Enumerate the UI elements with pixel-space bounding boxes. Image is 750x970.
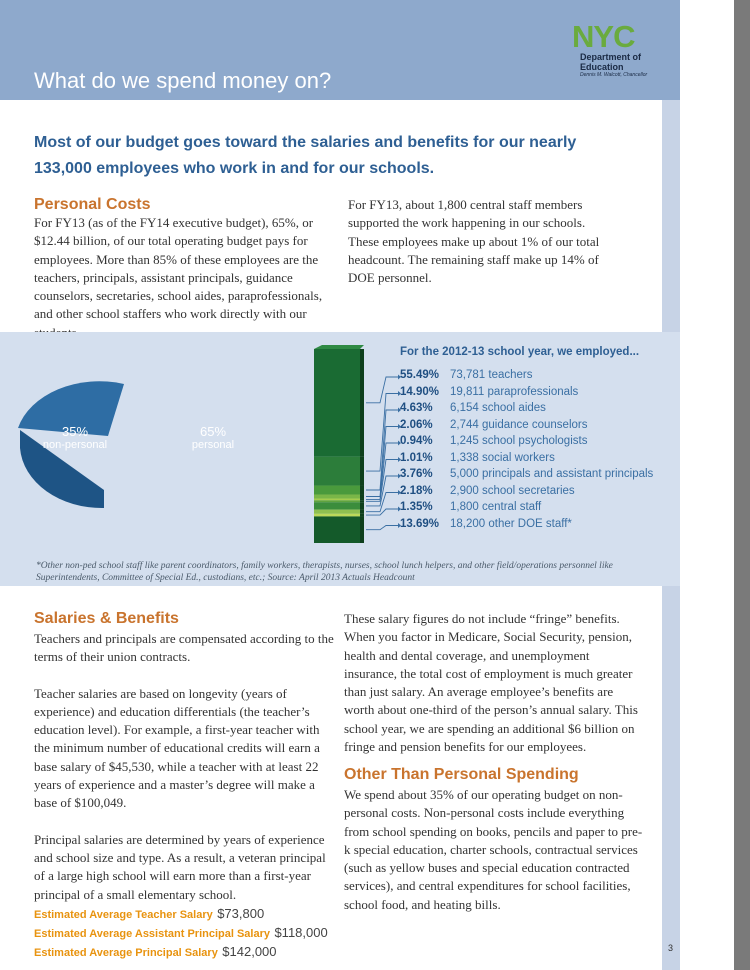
employee-role: social workers bbox=[481, 451, 555, 464]
employee-count: 1,338 bbox=[450, 451, 479, 464]
employee-role: school secretaries bbox=[481, 484, 575, 497]
pie-label-personal-text: personal bbox=[191, 439, 235, 451]
pie-label-nonpersonal bbox=[40, 424, 110, 451]
salaries-left-column bbox=[34, 630, 334, 922]
employee-pct: 0.94% bbox=[400, 435, 433, 447]
bar-segment-side bbox=[360, 516, 364, 543]
pie-label-nonpersonal-pct: 35% bbox=[61, 424, 89, 439]
salaries-heading: Salaries & Benefits bbox=[34, 610, 179, 627]
bar-top-cap bbox=[314, 345, 364, 349]
employee-count: 5,000 bbox=[450, 468, 479, 480]
employee-count: 6,154 bbox=[450, 402, 479, 414]
employee-count: 2,744 bbox=[450, 418, 479, 431]
bar-segment-central-staff bbox=[314, 514, 360, 517]
pie-label-personal bbox=[178, 424, 248, 451]
nyc-doe-logo bbox=[572, 19, 662, 100]
list-item bbox=[400, 468, 680, 485]
employee-pct: 13.69% bbox=[400, 517, 440, 530]
estimate-value: $142,000 bbox=[222, 944, 277, 959]
personal-costs-right-text: For FY13, about 1,800 central staff members supported the work happening in our schools. These employees make up about 1% of our total headcount. The remaining staff make up 14% of DOE personnel. bbox=[348, 197, 600, 286]
employee-count: 2,900 bbox=[450, 484, 479, 497]
logo-chancellor: Dennis M. Walcott, Chancellor bbox=[580, 72, 648, 78]
employee-count: 1,800 bbox=[450, 501, 479, 513]
employee-role: teachers bbox=[488, 369, 533, 381]
employee-pct: 1.01% bbox=[400, 451, 433, 464]
list-item bbox=[400, 435, 680, 452]
budget-pie-chart bbox=[0, 350, 310, 560]
bar-segment-side bbox=[360, 486, 364, 495]
logo-dept-line1: Department of bbox=[580, 52, 642, 62]
employee-role: school aides bbox=[481, 402, 546, 414]
list-item bbox=[400, 518, 680, 535]
employee-role: guidance counselors bbox=[481, 418, 588, 431]
bar-segment-side bbox=[360, 499, 364, 501]
leader-lines bbox=[366, 369, 402, 539]
logo-nyc-mark: NYC bbox=[572, 19, 635, 54]
bar-segment-school-psychologists bbox=[314, 499, 360, 501]
leader-line bbox=[366, 526, 398, 530]
employee-count: 73,781 bbox=[450, 369, 486, 381]
page-number: 3 bbox=[668, 943, 674, 953]
employee-role: central staff bbox=[481, 501, 542, 513]
bar-segment-guidance-counselors bbox=[314, 495, 360, 499]
salaries-paragraph: Principal salaries are determined by years of experience and school size and type. As a result, a veteran principal of a large high school will earn more than a first-year principal of a small elementary school. bbox=[34, 831, 326, 902]
employee-pct: 3.76% bbox=[400, 468, 433, 480]
bar-segment-side bbox=[360, 510, 364, 514]
list-item bbox=[400, 386, 680, 403]
list-item bbox=[400, 402, 680, 419]
estimate-row bbox=[34, 943, 328, 962]
employee-role: paraprofessionals bbox=[487, 385, 579, 398]
logo-dept-line2: Education bbox=[580, 62, 624, 72]
employee-role: other DOE staff* bbox=[488, 517, 572, 530]
bar-segment-side bbox=[360, 514, 364, 517]
bar-segment-side bbox=[360, 495, 364, 499]
list-item bbox=[400, 452, 680, 469]
personal-costs-left-text: For FY13 (as of the FY14 executive budget), 65%, or $12.44 billion, of our total operating budget pays for employees. More than 85% of these employees are the teachers, principals, assistant principals, guidance counselors, secretaries, school aides, paraprofessionals, and other school staffers who work directly with our bbox=[34, 215, 323, 322]
list-item bbox=[400, 485, 680, 502]
page-title: What do we spend money on? bbox=[34, 68, 332, 93]
employee-chart-title: For the 2012-13 school year, we employed... bbox=[400, 346, 640, 358]
bar-segment-side bbox=[360, 500, 364, 502]
bar-segment-school-secretaries bbox=[314, 510, 360, 514]
employee-pct: 2.06% bbox=[400, 418, 433, 431]
bar-segment-social-workers bbox=[314, 500, 360, 502]
bar-segment-school-aides bbox=[314, 486, 360, 495]
employee-pct: 55.49% bbox=[400, 369, 440, 381]
estimate-label: Estimated Average Teacher Salary bbox=[34, 909, 213, 921]
bar-segment-side bbox=[360, 457, 364, 486]
employee-stacked-bar bbox=[310, 345, 370, 545]
list-item bbox=[400, 419, 680, 436]
employee-count: 1,245 bbox=[450, 435, 479, 447]
employee-role: school psychologists bbox=[481, 435, 588, 447]
employee-count: 19,811 bbox=[450, 385, 485, 398]
list-item bbox=[400, 369, 680, 386]
otps-text: We spend about 35% of our operating budget on non-personal costs. Non-personal costs include everything from school spending on books, pencils and paper to pre-k special education, charter schools, contractual services (such as yellow buses and special education contracted services), and central expenditures for school facilities, school food, and heating bills. bbox=[344, 787, 643, 912]
estimate-value: $118,000 bbox=[274, 925, 328, 940]
bar-segment-teachers bbox=[314, 349, 360, 457]
chart-footnote: *Other non-ped school staff like parent coordinators, family workers, therapists, nurses, school lunch helpers, and other field/operations personnel like Superintendents, Committee of Special Ed., custodians, etc.; Source: April 2013 Actuals Headcount bbox=[36, 561, 613, 583]
pie-label-personal-pct: 65% bbox=[199, 424, 227, 439]
salaries-paragraph: Teachers and principals are compensated according to the terms of their union contracts. bbox=[34, 631, 334, 665]
estimate-label: Estimated Average Principal Salary bbox=[34, 947, 218, 959]
salaries-paragraph: Teacher salaries are based on longevity (years of experience) and education differentials (the teacher’s education level). For example, a first-year teacher with the minimum number of educational credits will earn a base salary of $45,530, while a teacher with at least 22 years of experience and a master’s degree will make a base of $100,049. bbox=[34, 685, 320, 811]
estimate-value: $73,800 bbox=[217, 906, 265, 921]
bar-segment-side bbox=[360, 349, 364, 457]
bar-segment-side bbox=[360, 502, 364, 509]
intro-statement: Most of our budget goes toward the salaries and benefits for our nearly 133,000 employees who work in and for our schools. bbox=[34, 134, 577, 177]
pie-label-nonpersonal-text: non-personal bbox=[42, 439, 108, 451]
otps-heading: Other Than Personal Spending bbox=[344, 766, 579, 783]
bar-segment-paraprofessionals bbox=[314, 457, 360, 486]
estimate-row bbox=[34, 905, 328, 924]
employee-count: 18,200 bbox=[450, 517, 486, 530]
personal-costs-heading: Personal Costs bbox=[34, 196, 151, 213]
bar-segment-other-doe-staff bbox=[314, 516, 360, 543]
estimate-label: Estimated Average Assistant Principal Salary bbox=[34, 928, 270, 940]
list-item bbox=[400, 501, 680, 518]
employee-pct: 1.35% bbox=[400, 501, 433, 513]
employee-list bbox=[400, 369, 680, 534]
employee-pct: 4.63% bbox=[400, 402, 433, 414]
employee-pct: 14.90% bbox=[400, 385, 440, 398]
salary-estimates bbox=[34, 905, 328, 962]
employee-role: principals and assistant principals bbox=[481, 468, 654, 480]
fringe-text: These salary figures do not include “fringe” benefits. When you factor in Medicare, Social Security, pension, health and dental coverage, and unemployment insurance, the total cost of employment is much greater than just salary. An average employee’s benefits are worth about one-third of the person’s annual salary. This school year, we are spending an additional $6 billion on fringe and pension benefits for our employees. bbox=[344, 611, 638, 755]
bar-segment-principals-and-assistant-principals bbox=[314, 502, 360, 509]
leader-line bbox=[366, 377, 398, 403]
page-edge-shadow bbox=[734, 0, 750, 970]
estimate-row bbox=[34, 924, 328, 943]
employee-pct: 2.18% bbox=[400, 484, 433, 497]
